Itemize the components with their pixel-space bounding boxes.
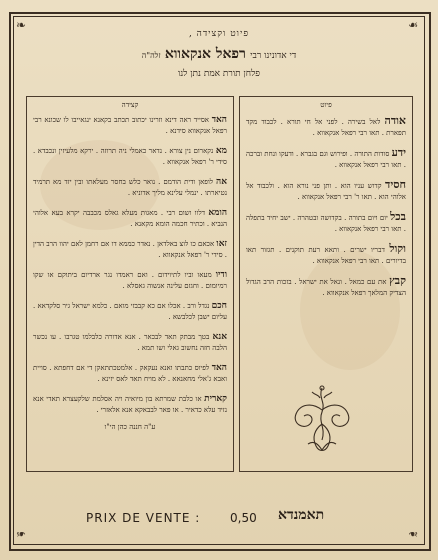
- qasida-stanza: [27, 177, 233, 199]
- qasida-stanza: [27, 208, 233, 230]
- piyyut-stanza: [240, 243, 412, 267]
- piyyut-title: פיוט: [320, 101, 332, 109]
- header-line-1: פיוט וקצידה ,: [188, 29, 250, 39]
- corner-ornament-icon: ❧: [16, 527, 27, 541]
- stanza-text: יום ויום בתורה . בקדושה ובטהרה . ישב יחיד בתפלה . תאו רבי רפאל אנקאווא .: [246, 214, 406, 233]
- stanza-lead: וקול: [389, 242, 406, 255]
- qasida-stanza: [27, 270, 233, 292]
- stanza-text: לאל בשירה . לפני אל חי תורא . לכבוד מקד תפארת . תאו רבי רפאל אנקאווא .: [246, 118, 406, 137]
- piyyut-stanza: [240, 115, 412, 139]
- stanza-text: אסייד ראה דינא וזרינו יכתוב תכתב בקאנא ינגאייבו לו שכונא רבי רפאל אנקאווא סידנא .: [33, 116, 227, 135]
- corner-ornament-icon: ❧: [408, 18, 419, 32]
- header-title: [30, 46, 408, 63]
- qasida-stanza: [27, 301, 233, 323]
- stanza-text: או כלבת שמרתא בון מיואיה ויה אסלמת שלקעצרא תאדי אנא נזיד עלא כדאיר . או פאר לבבאקא אנא אלאזרי .: [33, 395, 227, 414]
- piyyut-stanza: [240, 147, 412, 171]
- stanza-lead: ודיו: [215, 270, 227, 280]
- stanza-lead: בכל: [390, 210, 406, 223]
- stanza-lead: האד: [211, 115, 227, 125]
- stanza-text: דבריו ישרים . ותאא רעת תוקנים . תגזור תאו בדיורים . תאו רבי רפאל אנקאווא .: [246, 246, 406, 265]
- stanza-text: בטך מבתק תאד לבכאר . אנא אדורה כלבלמו טגרבו . עו נכשר הלבה חזה נחשוב גאלי ושו תמא .: [33, 333, 227, 352]
- stanza-lead: ידע: [391, 146, 406, 159]
- piyyut-stanza: [240, 275, 412, 299]
- stanza-text: לופאן ודית הודמם . נואר כלש בחסר מעלאתו ובין יזד מא תרמיד נטיארתו . ינמלי עלינא מליך אדוניא .: [33, 178, 227, 197]
- stanza-lead: אודה: [384, 114, 406, 127]
- stanza-lead: קבץ: [389, 274, 406, 287]
- qasida-stanza: [27, 332, 233, 354]
- header-title-suffix: זלה"ה: [141, 51, 161, 60]
- stanza-text: נקארום נין צורא . נדאר כאמלי ניה תרוזה . ירקא מלעיזין ונכבדא . סידי ר' רפאל אנקאווא .: [33, 147, 227, 166]
- stanza-lead: אה: [216, 177, 228, 187]
- stanza-lead: זאו: [216, 239, 227, 249]
- floral-ornament-icon: [282, 380, 362, 460]
- stanza-lead: מא: [215, 146, 227, 156]
- stanza-lead: חסיד: [385, 178, 406, 191]
- stanza-text: דלוו ושום רבי . מאגות מעלא גאלס מכבבה יקרא בעא אלוהי הנביא . וכתיר חכמה הומא מקאנא .: [33, 209, 227, 228]
- header-line-3: פלחן תורת אמת נתן לנו: [177, 69, 261, 79]
- stanza-lead: האד: [211, 363, 227, 373]
- qasida-stanza: [27, 394, 233, 416]
- stanza-text: סודות התורה . ופירוש וגם בגברא . ודעקו ונחת וברכה . תאו רבי רפאל אנקאווא .: [246, 150, 406, 169]
- piyyut-stanza: [240, 179, 412, 203]
- price-line: [30, 507, 410, 531]
- stanza-lead: הומא: [208, 208, 227, 218]
- piyyut-stanza: [240, 211, 412, 235]
- header-title-name: רפאל אנקאווא: [164, 46, 246, 62]
- stanza-lead: אנא: [212, 332, 227, 342]
- qasida-title: קצידה: [121, 101, 139, 109]
- qasida-stanza: [27, 146, 233, 168]
- qasida-stanza: [27, 115, 233, 137]
- stanza-text: קדוש עניו הוא . ותן פני נורא הוא . ולכבוד אל אלוהי הוא . תאו ר' רבי רפאל אנקאווא .: [246, 182, 406, 201]
- qasida-column: [26, 96, 234, 472]
- stanza-text: נגדל ורב . אכלו אם כא קבבזי מואם . כלמ‌א ישראל גיר סלקדאא . עליום ישבן לכלבשא .: [33, 302, 227, 321]
- stanza-text: לפיוס כתבתו ואנא נעקאק . אלמטכתתאקן די אם דחפתא . סויית ואבא ג'אלי מחאנאא . לא מויח תאד לאס יזינא .: [33, 364, 227, 383]
- stanza-text: מעאו וביו לתיוידום . ואם ראמדו נגר ארדיום ביתוקם או שקו רמיומום . וחגזם עלינה אנשוה גאסלא .: [33, 271, 227, 290]
- price-label: PRIX DE VENTE :: [86, 511, 201, 525]
- qasida-stanza: [27, 239, 233, 261]
- stanza-text: אכאם כו לוצ באלדאן . נאדר כממא דו אם רחמן לאם יהוו הרב הדין . סידי ר' רפאל אנקאווא .: [33, 240, 227, 259]
- corner-ornament-icon: ❧: [16, 18, 27, 32]
- author-signature: ע"ה חננה כהן הי"ו: [104, 423, 156, 431]
- price-value: 0,50: [230, 511, 257, 525]
- price-hebrew: תאמנדא: [278, 507, 325, 523]
- stanza-text: את עם כמאל . ונאל את ישראל . בזכות הרב הגדול הצדיק המלאך רפאל אנקאווא .: [246, 278, 406, 297]
- stanza-lead: קארית: [204, 394, 227, 404]
- stanza-lead: חכם: [211, 301, 227, 311]
- header-title-prefix: די אדונינו רבי: [250, 51, 297, 61]
- qasida-stanza: [27, 363, 233, 385]
- corner-ornament-icon: ❧: [408, 527, 419, 541]
